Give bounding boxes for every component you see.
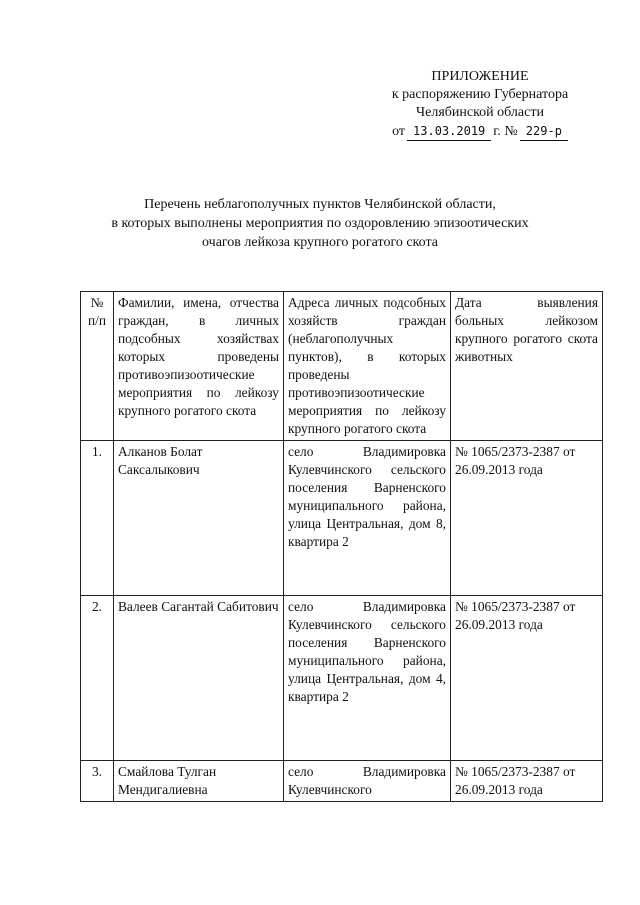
appendix-line-1: к распоряжению Губернатора [391,87,569,102]
date-value: 13.03.2019 [407,122,491,141]
row-date: № 1065/2373-2387 от 26.09.2013 года [451,596,603,761]
row-date: № 1065/2373-2387 от 26.09.2013 года [451,761,603,802]
document-title [90,195,550,252]
number-value: 229-р [520,122,568,141]
document-title-line-3: очагов лейкоза крупного рогатого скота [202,235,438,250]
document-title-line-2: в которых выполнены мероприятия по оздоровлению эпизоотических [111,216,529,231]
appendix-title: ПРИЛОЖЕНИЕ [431,69,529,84]
livestock-table [80,291,603,802]
row-name: Валеев Сагантай Сабитович [114,596,284,761]
number-label: г. № [493,124,518,139]
table-header-row [81,292,603,441]
header-num: № п/п [81,292,114,441]
date-prefix: от [392,124,406,139]
row-address: село Владимировка Кулевчинского [284,761,451,802]
row-name: Смайлова Тулган Мендигалиевна [114,761,284,802]
row-num: 1. [81,441,114,596]
header-names: Фамилии, имена, отчества граждан, в личных подсобных хозяйствах которых проведены противоэпизоотические мероприятия по лейкозу крупного рогатого скота [114,292,284,441]
row-date: № 1065/2373-2387 от 26.09.2013 года [451,441,603,596]
table-row [81,441,603,596]
row-address: село Владимировка Кулевчинского сельского поселения Варненского муниципального района, улица Центральная, дом 4, квартира 2 [284,596,451,761]
row-name: Алканов Болат Саксалыкович [114,441,284,596]
table-row [81,761,603,802]
document-title-line-1: Перечень неблагополучных пунктов Челябинской области, [144,197,496,212]
header-date: Дата выявления больных лейкозом крупного рогатого скота животных [451,292,603,441]
row-address: село Владимировка Кулевчинского сельского поселения Варненского муниципального района, улица Центральная, дом 8, квартира 2 [284,441,451,596]
row-num: 3. [81,761,114,802]
row-num: 2. [81,596,114,761]
appendix-date-line [355,122,605,141]
header-addresses: Адреса личных подсобных хозяйств граждан (неблагополучных пунктов), в которых проведены противоэпизоотические мероприятия по лейкозу крупного рогатого скота [284,292,451,441]
table-row [81,596,603,761]
appendix-line-2: Челябинской области [416,105,544,120]
appendix-header [355,68,605,141]
